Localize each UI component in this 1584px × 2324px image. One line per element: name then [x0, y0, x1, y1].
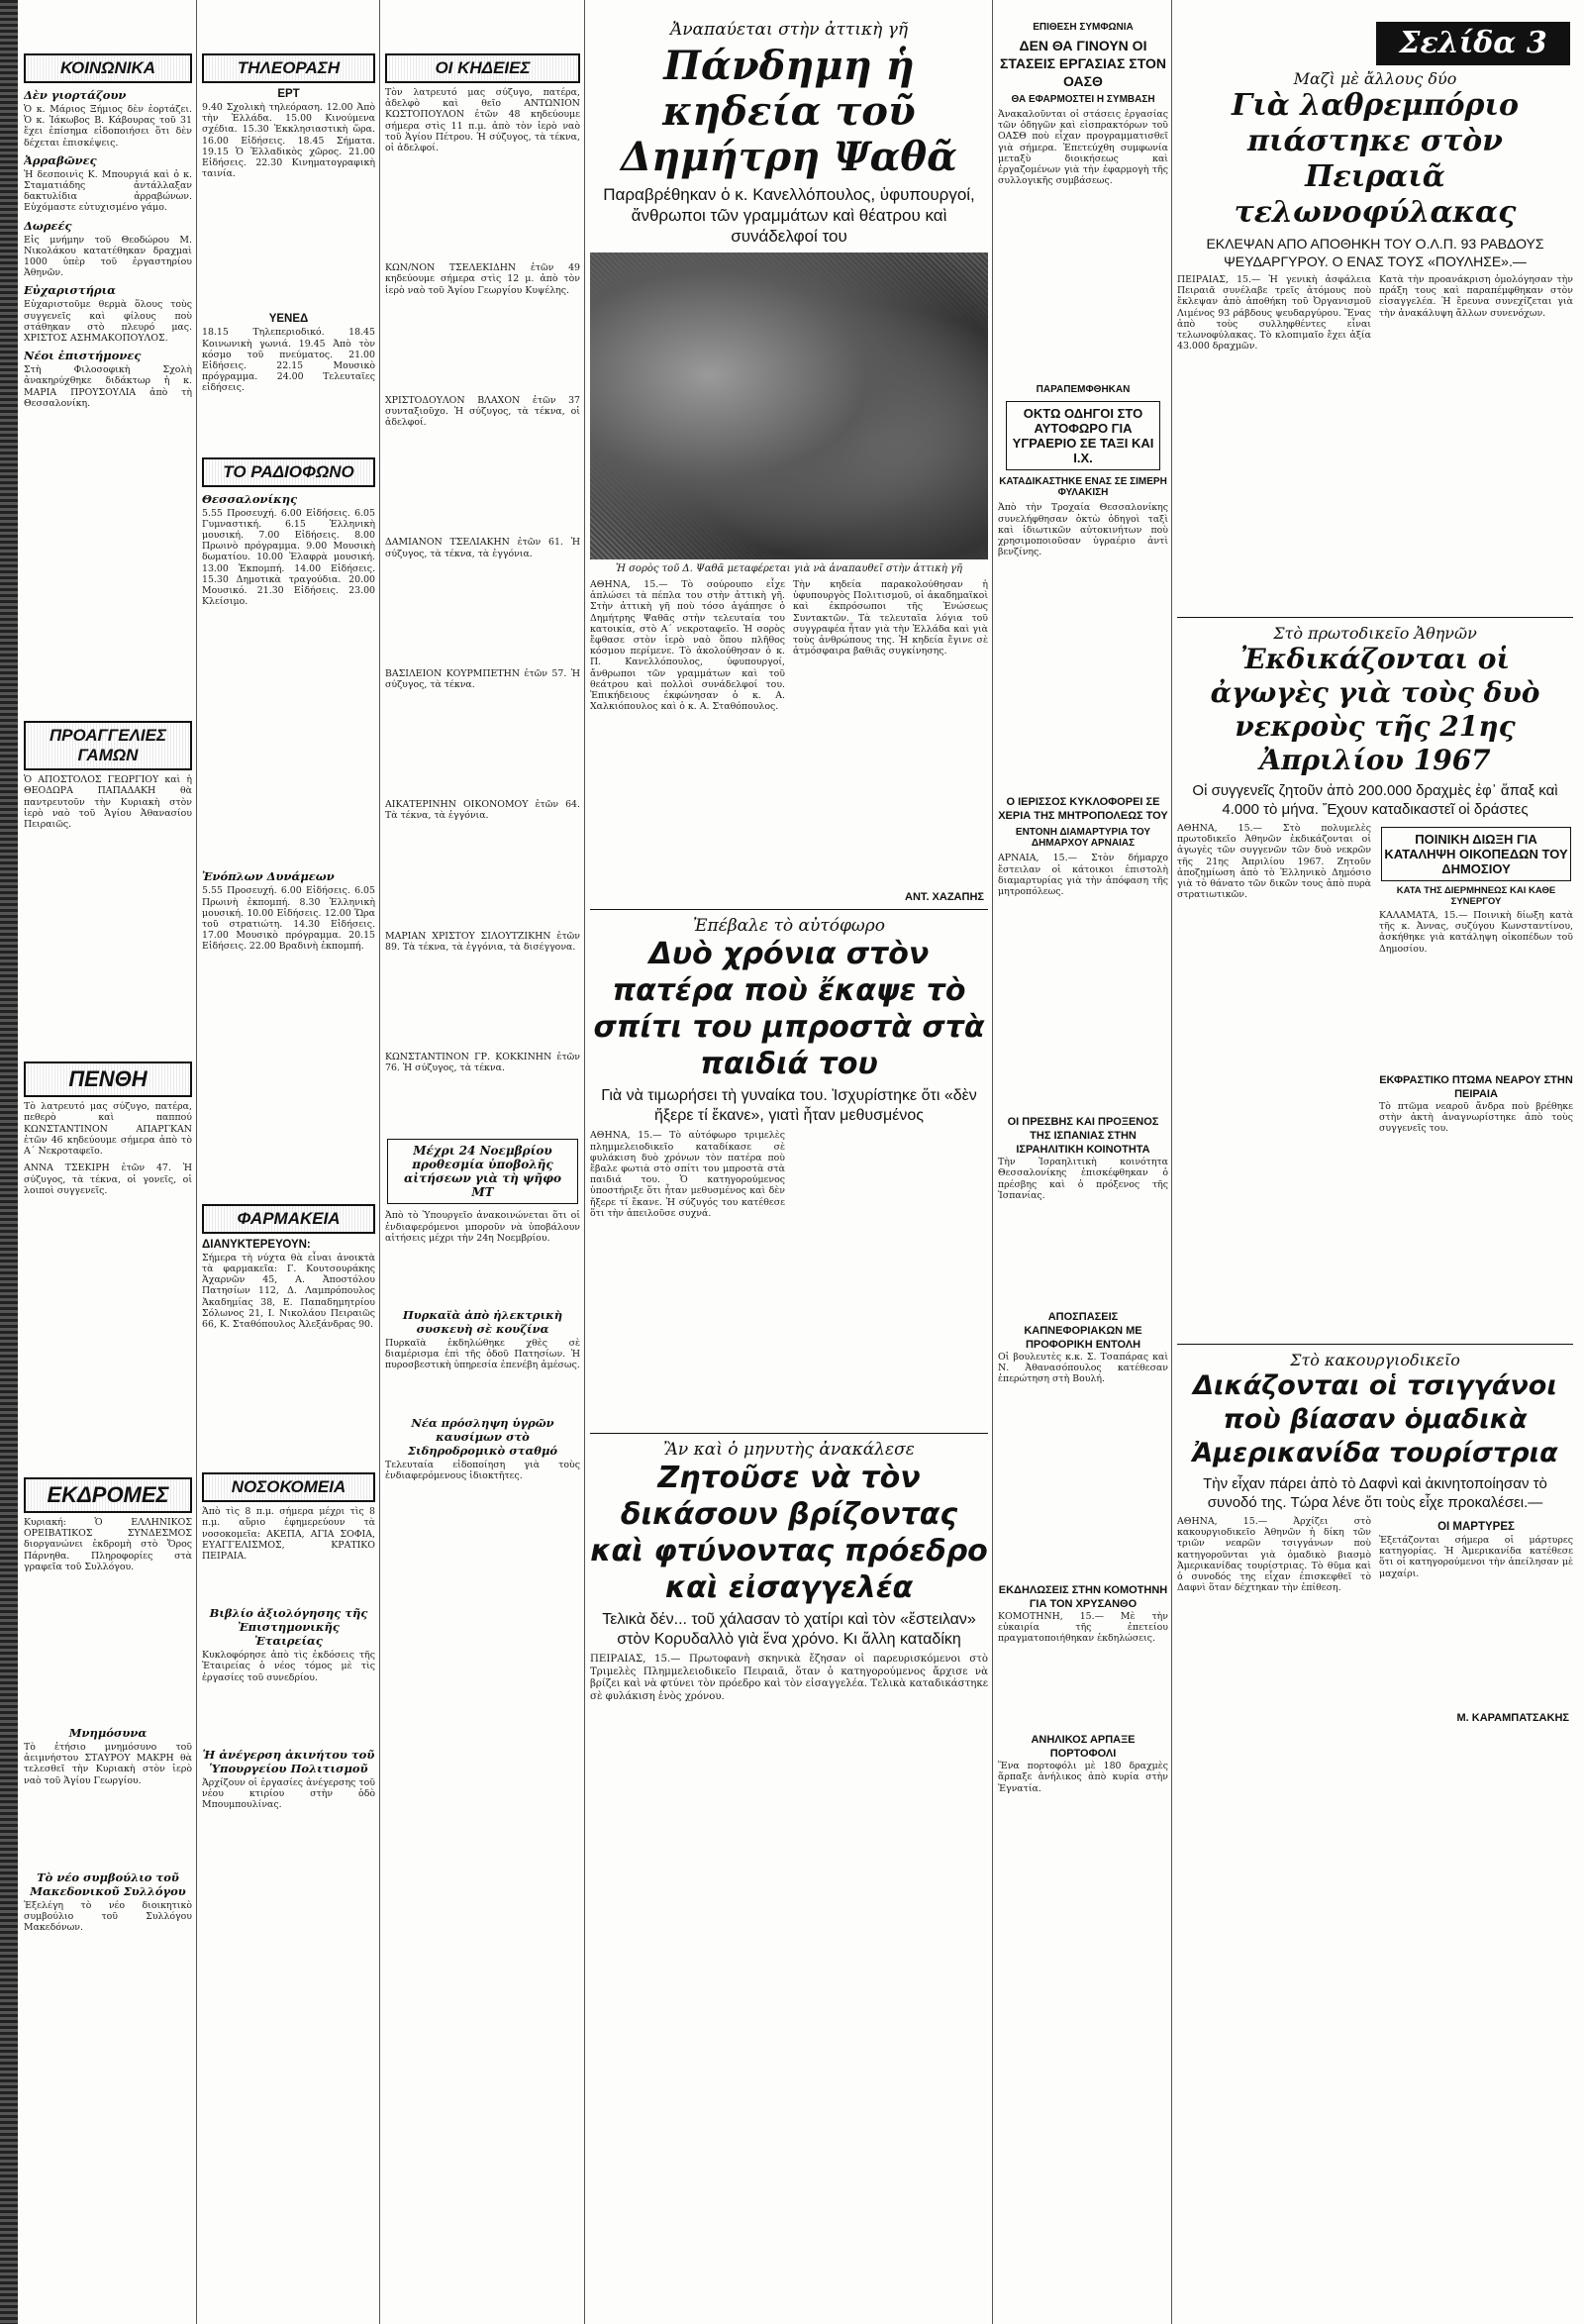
text-filler: [24, 409, 192, 420]
subhead-enoples: Ἐνόπλων Δυνάμεων: [202, 869, 335, 884]
deck-telonis: ΕΚΛΕΨΑΝ ΑΠΟ ΑΠΟΘΗΚΗ ΤΟΥ Ο.Λ.Π. 93 ΡΑΒΔΟΥΣ ΨΕΥΔΑΡΓΥΡΟΥ. Ο ΕΝΑΣ ΤΟΥΣ «ΠΟΥΛΗΣΕ».—: [1206, 236, 1544, 269]
column-rule: [1171, 0, 1172, 2324]
court-body: [1177, 823, 1573, 1338]
text-drivers: Ἀπὸ τὴν Τροχαία Θεσσαλονίκης συνελήφθησαν ὀκτὼ ὀδηγοὶ ταξὶ καὶ ἰδιωτικῶν αὐτοκινήτων ποὺ χρησιμοποιοῦσαν ὑγραέριο ἀντὶ βενζίνης.: [998, 502, 1168, 558]
column-spacer: [385, 690, 580, 799]
text-symvoulio: Ἐξελέγη τὸ νέο διοικητικὸ συμβούλιο τοῦ Συλλόγου Μακεδόνων.: [24, 1899, 192, 1934]
text-kideies-7: ΜΑΡΙΑΝ ΧΡΙΣΤΟΥ ΣΙΛΟΥΤΖΙΚΗΝ ἐτῶν 89. Τὰ τέκνα, τὰ ἐγγόνια, τὰ δισέγγονα.: [385, 930, 580, 953]
text-oasa: Ἀνακαλοῦνται οἱ στάσεις ἐργασίας τῶν ὀδηγῶν καὶ εἰσπρακτόρων τοῦ ΟΑΣΘ ποὺ εἶχαν προγραμματισθεῖ γιὰ σήμερα. Ἐπετεύχθη συμφωνία μεταξὺ διοικήσεως καὶ ἐργαζομένων γιὰ τὴν ἐφαρμογὴ τῆς συλλογικῆς συμβάσεως.: [998, 109, 1168, 187]
subhead-anoixi: Ἡ ἀνέγερση ἀκινήτου τοῦ Ὑπουργείου Πολιτισμοῦ: [202, 1747, 375, 1775]
subhead-yened: ΥΕΝΕΔ: [268, 313, 309, 326]
column-spacer: [385, 1371, 580, 1411]
text-anoixi: Ἀρχίζουν οἱ ἐργασίες ἀνέγερσης τοῦ νέου κτιρίου στὴν ὁδὸ Μπουμπουλίνας.: [202, 1776, 375, 1811]
text-epistimones: Στὴ Φιλοσοφικὴ Σχολὴ ἀνακηρύχθηκε διδάκτωρ ἡ κ. ΜΑΡΙΑ ΠΡΟΥΣΟΥΛΙΑ ἀπὸ τὴ Θεσσαλονίκη.: [24, 364, 192, 409]
text-dorees: Εἰς μνήμην τοῦ Θεοδώρου Μ. Νικολάκου κατατέθηκαν δραχμαὶ 1000 ὑπὲρ τοῦ ἐργαστηρίου Ἀθηνῶν.: [24, 234, 192, 279]
deck-trial: Τελικὰ δέν... τοῦ χάλασαν τὸ χατίρι καὶ τὸν «ἔστειλαν» στὸν Κορυδαλλὸ γιὰ ἕνα χρόνο. Κι ἄλλη καταδίκη: [602, 1611, 976, 1649]
text-gamoi: Ὁ ΑΠΟΣΤΟΛΟΣ ΓΕΩΡΓΙΟΥ καὶ ἡ ΘΕΟΔΩΡΑ ΠΑΠΑΔΑΚΗ θὰ παντρευτοῦν τὴν Κυριακὴ στὸν ἱερὸ ναὸ τοῦ Ἁγίου Ἀθανασίου Πειραιῶς.: [24, 774, 192, 831]
column-spacer: [24, 1196, 192, 1473]
text-anilikos: Ἕνα πορτοφόλι μὲ 180 δραχμὲς ἅρπαξε ἀνήλικος ἀπὸ κυρία στὴν Ἐγνατία.: [998, 1761, 1168, 1794]
subhead-arravones: Ἀρραβῶνες: [24, 152, 97, 167]
text-ert: 9.40 Σχολικὴ τηλεόραση. 12.00 Ἀπὸ τὴν Ἑλλάδα. 15.00 Κινούμενα σχέδια. 15.30 Ἐκκλησιαστικὴ ὥρα. 16.00 Εἰδήσεις. 18.45 Σήματα. 19.15 Ὁ Ἑλλαδικὸς χῶρος. 21.00 Εἰδήσεις. 22.30 Κινηματογραφικὴ ταινία.: [202, 102, 375, 180]
text-penthi: Τὸ λατρευτό μας σύζυγο, πατέρα, πεθερὸ καὶ παππού ΚΩΝΣΤΑΝΤΙΝΟΝ ΑΠΑΡΓΚΑΝ ἐτῶν 46 κηδεύουμε σήμερα ἀπὸ τὸ Α΄ Νεκροταφεῖο.: [24, 1101, 192, 1158]
section-penthi: ΠΕΝΘΗ: [24, 1061, 192, 1097]
text-giortazoun: Ὁ κ. Μάριος Ξήμιος δὲν ἑορτάζει. Ὁ κ. Ἰάκωβος Β. Κάβουρας τοῦ 31 ἔχει ἐπίσημα εἰδοποιήσει ὅτι δὲν δέχεται ἐπισκέψεις.: [24, 104, 192, 149]
kicker-21a: Στὸ πρωτοδικεῖο Ἀθηνῶν: [1273, 624, 1477, 643]
text-martyres: Ἐξετάζονται σήμερα οἱ μάρτυρες κατηγορίας. Ἡ Ἀμερικανίδα κατέθεσε ὅτι οἱ κατηγορούμενοι τὴν ἀπείλησαν μὲ μαχαίρι.: [1379, 1535, 1573, 1579]
column-spacer: [202, 394, 375, 454]
tsigganoi-side: [1379, 1516, 1573, 1593]
column-social: [24, 50, 192, 2317]
text-mt: Ἀπὸ τὸ Ὑπουργεῖο ἀνακοινώνεται ὅτι οἱ ἐνδιαφερόμενοι μποροῦν νὰ ὑποβάλουν αἰτήσεις μέχρι τὴν 24η Νοεμβρίου.: [385, 1210, 580, 1244]
subhead-poiniki: ΚΑΤΑ ΤΗΣ ΔΙΕΡΜΗΝΕΩΣ ΚΑΙ ΚΑΘΕ ΣΥΝΕΡΓΟΥ: [1396, 885, 1556, 907]
text-kathisterisi: Τελευταία εἰδοποίηση γιὰ τοὺς ἐνδιαφερόμενους ἰδιοκτῆτες.: [385, 1459, 580, 1481]
text-kapno: Οἱ βουλευτὲς κ.κ. Σ. Τσαπάρας καὶ Ν. Ἀθανασόπουλος κατέθεσαν ἐπερώτηση στὴ Βουλή.: [998, 1352, 1168, 1385]
column-spacer: [1379, 955, 1573, 1073]
photo-frame: [590, 253, 988, 579]
section-ekdromes: ΕΚΔΡΟΜΕΣ: [24, 1477, 192, 1513]
section-kideies: ΟΙ ΚΗΔΕΙΕΣ: [385, 53, 580, 83]
ad-mt-deadline: Μέχρι 24 Νοεμβρίου προθεσμία ὑποβολῆς αἰτήσεων γιὰ τὴ ψῆφο ΜΤ: [387, 1139, 578, 1204]
subhead-thess: Θεσσαλονίκης: [202, 491, 298, 506]
text-kideies: Τὸν λατρευτό μας σύζυγο, πατέρα, ἀδελφὸ καὶ θεῖο ΑΝΤΩΝΙΟΝ ΚΩΣΤΟΠΟΥΛΟΝ ἐτῶν 48 κηδεύουμε σήμερα στὶς 11 π.μ. ἀπὸ τὸν ἱερὸ ναὸ τοῦ Ἁγίου Πέτρου. Ἡ σύζυγος, τὰ τέκνα, οἱ ἀδελφοί.: [385, 87, 580, 154]
text-pyrkagia: Πυρκαϊὰ ἐκδηλώθηκε χθὲς σὲ διαμέρισμα ἐπὶ τῆς ὁδοῦ Πατησίων. Ἡ πυροσβεστικὴ ὑπηρεσία ἐπενέβη ἀμέσως.: [385, 1338, 580, 1371]
section-farmakeia: ΦΑΡΜΑΚΕΙΑ: [202, 1204, 375, 1234]
kicker-tsigganoi: Στὸ κακουργιοδικεῖο: [1290, 1351, 1460, 1369]
funeral-photo: [590, 253, 988, 559]
column-briefs: [998, 22, 1168, 2317]
subhead-dianykterevoun: ΔΙΑΝΥΚΤΕΡΕΥΟΥΝ:: [202, 1238, 311, 1251]
headline-drivers: ΟΚΤΩ ΟΔΗΓΟΙ ΣΤΟ ΑΥΤΟΦΩΡΟ ΓΙΑ ΥΓΡΑΕΡΙΟ ΣΕ ΤΑΞΙ ΚΑΙ Ι.Χ.: [1006, 401, 1160, 470]
column-spacer: [385, 1244, 580, 1303]
section-nosokomeia: ΝΟΣΟΚΟΜΕΙΑ: [202, 1472, 375, 1502]
column-spacer: [998, 557, 1168, 795]
text-kideies-6: ΑΙΚΑΤΕΡΙΝΗΝ ΟΙΚΟΝΟΜΟΥ ἐτῶν 64. Τὰ τέκνα, τὰ ἐγγόνια.: [385, 799, 580, 822]
column-rule: [584, 0, 585, 2324]
headline-ekdilosi: ΕΚΔΗΛΩΣΕΙΣ ΣΤΗΝ ΚΟΜΟΤΗΝΗ ΓΙΑ ΤΟΝ ΧΡΥΣΑΝΘΟ: [998, 1583, 1168, 1610]
text-trial: ΠΕΙΡΑΙΑΣ, 15.— Πρωτοφανὴ σκηνικὰ ἔζησαν οἱ παρευρισκόμενοι στὸ Τριμελὲς Πλημμελειοδικεῖο Πειραιᾶ, ὅταν ὁ κατηγορούμενος ἄρχισε νὰ βρίζει καὶ νὰ φτύνει τὸν πρόεδρο καὶ τὸν εἰσαγγελέα. Τελικὰ καταδικάστηκε σὲ φυλάκιση ἑνὸς χρόνου.: [590, 1654, 988, 1702]
box-poiniki: ΠΟΙΝΙΚΗ ΔΙΩΞΗ ΓΙΑ ΚΑΤΑΛΗΨΗ ΟΙΚΟΠΕΔΩΝ ΤΟΥ ΔΗΜΟΣΙΟΥ: [1381, 827, 1571, 881]
headline-tsigganoi: Δικάζονται οἱ τσιγγάνοι ποὺ βίασαν ὁμαδικὰ Ἀμερικανίδα τουρίστρια: [1192, 1370, 1558, 1468]
box-ekfrastiko: ΕΚΦΡΑΣΤΙΚΟ ΠΤΩΜΑ ΝΕΑΡΟΥ ΣΤΗΝ ΠΕΙΡΑΙΑ: [1379, 1073, 1573, 1100]
column-spacer: [998, 1644, 1168, 1733]
text-farmakeia: Σήμερα τὴ νύχτα θὰ εἶναι ἀνοικτὰ τὰ φαρμακεῖα: Γ. Κουτσουράκης Ἀχαρνῶν 45, Α. Ἀποστόλου Πατησίων 112, Δ. Λαμπρόπουλος Ἀκαδημίας 38, Ε. Παπαδημητρίου Σόλωνος 21, Ι. Νικολάου Πειραιῶς 66, Κ. Σταθόπουλος Ἀλεξάνδρας 90.: [202, 1252, 375, 1330]
column-main-stories: [590, 20, 988, 2317]
column-rule: [992, 0, 993, 2324]
text-kideies-3: ΧΡΙΣΤΟΔΟΥΛΟΝ ΒΛΑΧΟΝ ἐτῶν 37 συνταξιοῦχο. Ἡ σύζυγος, τὰ τέκνα, οἱ ἀδελφοί.: [385, 394, 580, 429]
text-nosokomeia: Ἀπὸ τὶς 8 π.μ. σήμερα μέχρι τὶς 8 π.μ. αὔριο ἐφημερεύουν τὰ νοσοκομεῖα: ΑΚΕΠΑ, ΑΓΙΑ ΣΟΦΙΑ, ΕΥΑΓΓΕΛΙΣΜΟΣ, ΚΡΑΤΙΚΟ ΠΕΙΡΑΙΑ.: [202, 1506, 375, 1562]
column-broadcast: [202, 50, 375, 2317]
column-spacer: [24, 830, 192, 1058]
subhead-vivlio: Βιβλίο ἀξιολόγησης τῆς Ἐπιστημονικῆς Ἐταιρείας: [209, 1606, 368, 1649]
label-symfonia: ΕΠΙΘΕΣΗ ΣΥΜΦΩΝΙΑ: [1033, 22, 1134, 33]
headline-oasa: ΔΕΝ ΘΑ ΓΙΝΟΥΝ ΟΙ ΣΤΑΣΕΙΣ ΕΡΓΑΣΙΑΣ ΣΤΟΝ ΟΑΣΘ: [999, 38, 1166, 89]
column-funerals: [385, 50, 580, 2317]
subhead-drivers: ΚΑΤΑΔΙΚΑΣΤΗΚΕ ΕΝΑΣ ΣΕ ΣΙΜΕΡΗ ΦΥΛΑΚΙΣΗ: [999, 476, 1167, 499]
headline-father: Δυὸ χρόνια στὸν πατέρα ποὺ ἔκαψε τὸ σπίτι του μπροστὰ στὰ παιδιά του: [593, 937, 985, 1082]
headline-psathas: Πάνδημη ἡ κηδεία τοῦ Δημήτρη Ψαθᾶ: [621, 43, 957, 180]
headline-kapno: ΑΠΟΣΠΑΣΕΙΣ ΚΑΠΝΕΦΟΡΙΑΚΩΝ ΜΕ ΠΡΟΦΟΡΙΚΗ ΕΝΤΟΛΗ: [1024, 1311, 1142, 1352]
column-spacer: [998, 897, 1168, 1115]
text-telonis-2: Κατὰ τὴν προανάκριση ὁμολόγησαν τὴν πράξη τους καὶ παραπέμφθηκαν στὸν εἰσαγγελέα. Ἡ ἔρευνα συνεχίζεται γιὰ τὴν ἀνακάλυψη ἄλλων συνενόχων.: [1379, 274, 1573, 319]
text-arravones: Ἡ δεσποινὶς Κ. Μπουργιά καὶ ὁ κ. Σταματιάδης ἀντάλλαξαν δακτυλίδια ἀρραβώνων. Εὐχόμαστε εὐτυχισμένο γάμο.: [24, 168, 192, 214]
column-spacer: [998, 186, 1168, 384]
deck-psathas: Παραβρέθηκαν ὁ κ. Κανελλόπουλος, ὑφυπουργοί, ἄνθρωποι τῶν γραμμάτων καὶ θέατρου καὶ συνάδελφοί του: [603, 185, 975, 246]
kicker-trial: Ἂν καὶ ὁ μηνυτὴς ἀνακάλεσε: [663, 1440, 915, 1461]
deck-tsigganoi: Τὴν εἶχαν πάρει ἀπὸ τὸ Δαφνὶ καὶ ἀκινητοποίησαν τὸ συνοδό της. Τώρα λένε ὅτι τοὺς εἶχε προκαλέσει.—: [1203, 1475, 1547, 1511]
kicker-telonis: Μαζὶ μὲ ἄλλους δύο: [1293, 69, 1457, 88]
subhead-oasa: ΘΑ ΕΦΑΡΜΟΣΤΕΙ Η ΣΥΜΒΑΣΗ: [1011, 94, 1155, 105]
signature-psathas-text: ΑΝΤ. ΧΑΖΑΠΗΣ: [905, 891, 984, 904]
text-psathas-2: Τὴν κηδεία παρακολούθησαν ἡ ὑφυπουργὸς Πολιτισμοῦ, οἱ ἀκαδημαϊκοὶ καὶ ἐκπρόσωποι τῆς Ἑνώσεως Συντακτῶν. Τὰ τελευταῖα λόγια τοῦ συγγραφέα ἦταν γιὰ τὴν Ἑλλάδα καὶ γιὰ τοὺς ἀνθρώπους της. Ἡ κηδεία ἔγινε σὲ ἀτμόσφαιρα βαθιᾶς συγκίνησης.: [793, 579, 988, 657]
photo-caption: Ἡ σορὸς τοῦ Δ. Ψαθᾶ μεταφέρεται γιὰ νὰ ἀναπαυθεῖ στὴν ἀττικὴ γῆ: [616, 563, 962, 574]
deck-father: Γιὰ νὰ τιμωρήσει τὴ γυναίκα του. Ἰσχυρίστηκε ὅτι «δὲν ἤξερε τί ἔκανε», γιατὶ ἦταν μεθυσμένος: [601, 1087, 977, 1125]
father-body: [590, 1130, 988, 1427]
signature-tsigganoi: Μ. ΚΑΡΑΜΠΑΤΣΑΚΗΣ: [1456, 1712, 1569, 1725]
column-spacer: [202, 1562, 375, 1601]
text-ekfrastiko: Τὸ πτῶμα νεαροῦ ἄνδρα ποὺ βρέθηκε στὴν ἀκτὴ ἀναγνωρίστηκε ἀπὸ τοὺς συγγενεῖς του.: [1379, 1100, 1573, 1135]
subhead-kathisterisi: Νέα πρόσληψη ὑγρῶν καυσίμων στὸ Σιδηροδρομικὸ σταθμό: [407, 1415, 558, 1458]
column-courts: [1177, 69, 1573, 2317]
text-vivlio: Κυκλοφόρησε ἀπὸ τὶς ἐκδόσεις τῆς Ἐταιρείας ὁ νέος τόμος μὲ τὶς ἐργασίες τοῦ συνεδρίου.: [202, 1650, 375, 1683]
column-rule: [196, 0, 197, 2324]
subhead-ert: ΕΡΤ: [277, 88, 300, 100]
page-binding-edge: [0, 0, 18, 2324]
kicker-father: Ἐπέβαλε τὸ αὐτόφωρο: [693, 916, 885, 937]
headline-kyklos: Ο ΙΕΡΙΣΣΟΣ ΚΥΚΛΟΦΟΡΕΙ ΣΕ ΧΕΡΙΑ ΤΗΣ ΜΗΤΡΟΠΟΛΕΩΣ ΤΟΥ: [998, 796, 1168, 823]
deck-21a: Οἱ συγγενεῖς ζητοῦν ἀπὸ 200.000 δραχμὲς ἐφ᾽ ἅπαξ καὶ 4.000 τὸ μήνα. Ἔχουν καταδικαστεῖ οἱ δράστες: [1192, 782, 1558, 818]
text-kideies-2: ΚΩΝ/ΝΟΝ ΤΣΕΛΕΚΙΔΗΝ ἐτῶν 49 κηδεύουμε σήμερα στὶς 12 μ. ἀπὸ τὸν ἱερὸ ναὸ τοῦ Ἁγίου Γεωργίου Κυψέλης.: [385, 262, 580, 296]
text-penthi-2: ΑΝΝΑ ΤΣΕΚΙΡΗ ἐτῶν 47. Ἡ σύζυγος, τὰ τέκνα, οἱ γονεῖς, οἱ λοιποὶ συγγενεῖς.: [24, 1162, 192, 1196]
subhead-efxaristiria: Εὐχαριστήρια: [24, 283, 117, 298]
column-spacer: [24, 1572, 192, 1721]
text-yened: 18.15 Τηλεπεριοδικό. 18.45 Κοινωνικὴ γωνιά. 19.45 Ἀπὸ τὸν κόσμο τοῦ πνεύματος. 21.00 Εἰδήσεις. 22.15 Μουσικὸ πρόγραμμα. 24.00 Τελευταῖες εἰδήσεις.: [202, 327, 375, 394]
section-koinonika: ΚΟΙΝΩΝΙΚΑ: [24, 53, 192, 83]
section-radio: ΤΟ ΡΑΔΙΟΦΩΝΟ: [202, 457, 375, 487]
column-spacer: [998, 1385, 1168, 1583]
signature-psathas: [594, 715, 984, 903]
text-kideies-4: ΔΑΜΙΑΝΟΝ ΤΣΕΛΙΑΚΗΝ ἐτῶν 61. Ἡ σύζυγος, τὰ τέκνα, τὰ ἐγγόνια.: [385, 537, 580, 559]
headline-telonis: Γιὰ λαθρεμπόριο πιάστηκε στὸν Πειραιᾶ τελωνοφύλακας: [1231, 88, 1520, 230]
column-spacer: [202, 607, 375, 864]
text-ekdromes: Κυριακή: Ὁ ΕΛΛΗΝΙΚΟΣ ΟΡΕΙΒΑΤΙΚΟΣ ΣΥΝΔΕΣΜΟΣ διοργανώνει ἐκδρομὴ στὸ Ὄρος Πάρνηθα. Πληροφορίες στὰ γραφεῖα τοῦ Συλλόγου.: [24, 1516, 192, 1572]
text-father: ΑΘΗΝΑ, 15.— Τὸ αὐτόφωρο τριμελὲς πλημμελειοδικεῖο καταδίκασε σὲ φυλάκιση δυὸ χρόνων τὸν πατέρα ποὺ ἔβαλε φωτιὰ στὸ σπίτι του μπροστὰ στὰ παιδιά του. Ὁ κατηγορούμενος ὑποστήριξε ὅτι ἦταν μεθυσμένος καὶ δὲν ἤξερε τί ἔκανε. Ἡ σύζυγός του κατέθεσε ὅτι τὴν ἀπειλοῦσε συχνά.: [590, 1130, 785, 1219]
section-gamoi: ΠΡΟΑΓΓΕΛΙΕΣ ΓΑΜΩΝ: [24, 721, 192, 770]
subhead-mnimosyna: Μνημόσυνα: [68, 1725, 148, 1740]
page-number-badge: Σελίδα 3: [1376, 22, 1570, 65]
column-spacer: [385, 428, 580, 537]
column-spacer: [24, 420, 192, 717]
psathas-body: [590, 579, 988, 712]
column-spacer: [385, 1073, 580, 1133]
column-spacer: [202, 953, 375, 1200]
text-21a: ΑΘΗΝΑ, 15.— Στὸ πολυμελὲς πρωτοδικεῖο Ἀθηνῶν ἐκδικάζονται οἱ ἀγωγὲς τῶν συγγενῶν τῶν δυὸ νεκρῶν τῆς 21ης Ἀπριλίου 1967. Ζητοῦν ἀποζημίωση ἀπὸ τὸ Ἑλληνικὸ Δημόσιο γιὰ τὸ θάνατο τῶν δικῶν τους ἀπὸ πυρὰ στρατιωτικῶν.: [1177, 823, 1371, 901]
side-briefs: [1379, 823, 1573, 1338]
headline-anilikos: ΑΝΗΛΙΚΟΣ ΑΡΠΑΞΕ ΠΟΡΤΟΦΟΛΙ: [1031, 1734, 1136, 1761]
label-parapempomenoi: ΠΑΡΑΠΕΜΦΘΗΚΑΝ: [1036, 384, 1131, 396]
column-spacer: [385, 822, 580, 931]
column-spacer: [385, 153, 580, 262]
subhead-symvoulio: Τὸ νέο συμβούλιο τοῦ Μακεδονικοῦ Συλλόγου: [30, 1869, 186, 1898]
headline-trial: Ζητοῦσε νὰ τὸν δικάσουν βρίζοντας καὶ φτύνοντας πρόεδρο καὶ εἰσαγγελέα: [590, 1461, 988, 1606]
story-divider: [590, 909, 988, 910]
kicker-psathas: Ἀναπαύεται στὴν ἀττικὴ γῆ: [669, 20, 909, 40]
column-spacer: [385, 296, 580, 395]
text-kyklos: ΑΡΝΑΙΑ, 15.— Στὸν δήμαρχο ἔστειλαν οἱ κάτοικοι ἐπιστολὴ διαμαρτυρίας γιὰ τὴν ἀπόφαση τῆς μητροπόλεως.: [998, 853, 1168, 898]
text-tsigganoi: ΑΘΗΝΑ, 15.— Ἀρχίζει στὸ κακουργιοδικεῖο Ἀθηνῶν ἡ δίκη τῶν τριῶν νεαρῶν τσιγγάνων ποὺ κατηγοροῦνται γιὰ ὁμαδικὸ βιασμὸ Ἀμερικανίδας τουρίστριας. Τὸ θῦμα καὶ ὁ συνοδός της εἶχαν ἐπισκεφθεῖ τὸ Δαφνὶ ὅταν δέχτηκαν τὴν ἐπίθεση.: [1177, 1516, 1371, 1594]
text-psathas: ΑΘΗΝΑ, 15.— Τὸ σούρουπο εἶχε ἁπλώσει τὰ πέπλα του στὴν ἀττικὴ γῆ. Στὴν ἀττικὴ γῆ ποὺ τόσο ἀγάπησε ὁ Δημήτρης Ψαθᾶς στὴν τελευταία του κατοικία, στὸ Α΄ νεκροταφεῖο. Ἡ σορὸς ἔφθασε στὸν ἱερὸ ναὸ ὅπου πλῆθος κόσμου περίμενε. Τὸ ἀκολούθησαν ὁ κ. Π. Κανελλόπουλος, ὑφυπουργοί, ἄνθρωποι τῶν γραμμάτων καὶ τοῦ θεάτρου καὶ πολλοὶ συνάδελφοί του. Ἐπικήδειους ἐκφώνησαν ὁ κ. Α. Χαλκιόπουλος καὶ ὁ κ. Α. Σταθόπουλος.: [590, 579, 785, 713]
text-ekdilosi: ΚΟΜΟΤΗΝΗ, 15.— Μὲ τὴν εὐκαιρία τῆς ἐπετείου πραγματοποιήθηκαν ἐκδηλώσεις.: [998, 1610, 1168, 1645]
subhead-epistimones: Νέοι ἐπιστήμονες: [24, 349, 142, 363]
tsigganoi-body: [1177, 1516, 1573, 1593]
column-spacer: [202, 1683, 375, 1743]
story-divider: [1177, 617, 1573, 618]
column-spacer: [385, 559, 580, 668]
headline-21a: Ἐκδικάζονται οἱ ἀγωγὲς γιὰ τοὺς δυὸ νεκροὺς τῆς 21ης Ἀπριλίου 1967: [1210, 643, 1540, 776]
subhead-pyrkagia: Πυρκαϊὰ ἀπὸ ἠλεκτρικὴ συσκευὴ σὲ κουζίνα: [402, 1308, 563, 1337]
column-spacer: [998, 1201, 1168, 1310]
text-thess: 5.55 Προσευχή. 6.00 Εἰδήσεις. 6.05 Γυμναστική. 6.15 Ἑλληνικὴ μουσική. 7.00 Εἰδήσεις. 8.00 Πρωινὸ πρόγραμμα. 9.00 Μουσικὴ δωματίου. 10.00 Ἐλαφρὰ μουσική. 13.00 Ἐκπομπή. 14.00 Εἰδήσεις. 15.30 Δημοτικὰ τραγούδια. 20.00 Μουσικό. 21.30 Εἰδήσεις. 23.00 Κλείσιμο.: [202, 507, 375, 608]
story-divider: [590, 1433, 988, 1434]
section-tileorasi: ΤΗΛΕΟΡΑΣΗ: [202, 53, 375, 83]
column-spacer: [24, 1786, 192, 1866]
column-spacer: [385, 953, 580, 1052]
text-father-cont: [793, 1130, 988, 1427]
subhead-dorees: Δωρεές: [24, 218, 72, 233]
text-kideies-8: ΚΩΝΣΤΑΝΤΙΝΟΝ ΓΡ. ΚΟΚΚΙΝΗΝ ἐτῶν 76. Ἡ σύζυγος, τὰ τέκνα.: [385, 1052, 580, 1074]
column-spacer: [202, 1330, 375, 1468]
text-telonis: ΠΕΙΡΑΙΑΣ, 15.— Ἡ γενικὴ ἀσφάλεια Πειραιᾶ συνέλαβε τρεῖς ἀτόμους ποὺ ἔκλεψαν ἀπὸ ἀποθήκη τοῦ Ὀργανισμοῦ Λιμένος 93 ράβδους ψευδαργύρου. Ἕνας ἀπὸ τοὺς συλληφθέντες εἶναι τελωνοφύλακας. Τὸ κλοπιμαῖο ἔχει ἀξία 43.000 δραχμῶν.: [1177, 274, 1371, 353]
text-presvis: Τὴν Ἰσραηλιτικὴ κοινότητα Θεσσαλονίκης ἐπισκέφθηκαν ὁ πρέσβης καὶ ὁ πρόξενος τῆς Ἱσπανίας.: [998, 1157, 1168, 1201]
subhead-kyklos: ΕΝΤΟΝΗ ΔΙΑΜΑΡΤΥΡΙΑ ΤΟΥ ΔΗΜΑΡΧΟΥ ΑΡΝΑΙΑΣ: [1015, 827, 1151, 850]
text-enoples: 5.55 Προσευχή. 6.00 Εἰδήσεις. 6.05 Πρωινὴ ἐκπομπή. 8.30 Ἑλληνικὴ μουσική. 10.00 Εἰδήσεις. 12.00 Ὥρα τοῦ στρατιώτη. 14.30 Εἰδήσεις. 17.00 Μουσικὸ πρόγραμμα. 20.15 Εἰδήσεις. 22.00 Βραδινὴ ἐκπομπή.: [202, 885, 375, 953]
text-poiniki: ΚΑΛΑΜΑΤΑ, 15.— Ποινικὴ δίωξη κατὰ τῆς κ. Ἀννας, συζύγου Κωνσταντίνου, ἀσκήθηκε γιὰ κατάληψη οἰκοπέδων τοῦ Δημοσίου.: [1379, 910, 1573, 955]
text-kideies-5: ΒΑΣΙΛΕΙΟΝ ΚΟΥΡΜΠΕΤΗΝ ἐτῶν 57. Ἡ σύζυγος, τὰ τέκνα.: [385, 667, 580, 691]
subhead-giortazoun: Δὲν γιορτάζουν: [24, 88, 127, 102]
story-divider: [1177, 1344, 1573, 1345]
text-efxaristiria: Εὐχαριστοῦμε θερμὰ ὅλους τοὺς συγγενεῖς καὶ φίλους ποὺ στάθηκαν στὸ πλευρό μας. ΧΡΙΣΤΟΣ ΑΣΗΜΑΚΟΠΟΥΛΟΣ.: [24, 299, 192, 345]
text-mnimosyna: Τὸ ἐτήσιο μνημόσυνο τοῦ ἀειμνήστου ΣΤΑΥΡΟΥ ΜΑΚΡΗ θὰ τελεσθεῖ τὴν Κυριακὴ στὸν ἱερὸ ναὸ τοῦ Ἁγίου Γεωργίου.: [24, 1741, 192, 1786]
subhead-martyres: ΟΙ ΜΑΡΤΥΡΕΣ: [1437, 1521, 1515, 1533]
column-rule: [379, 0, 380, 2324]
telonis-body: [1177, 274, 1573, 611]
headline-presvis: ΟΙ ΠΡΕΣΒΗΣ ΚΑΙ ΠΡΟΞΕΝΟΣ ΤΗΣ ΙΣΠΑΝΙΑΣ ΣΤΗΝ ΙΣΡΑΗΛΙΤΙΚΗ ΚΟΙΝΟΤΗΤΑ: [1007, 1116, 1159, 1157]
column-spacer: [202, 179, 375, 308]
